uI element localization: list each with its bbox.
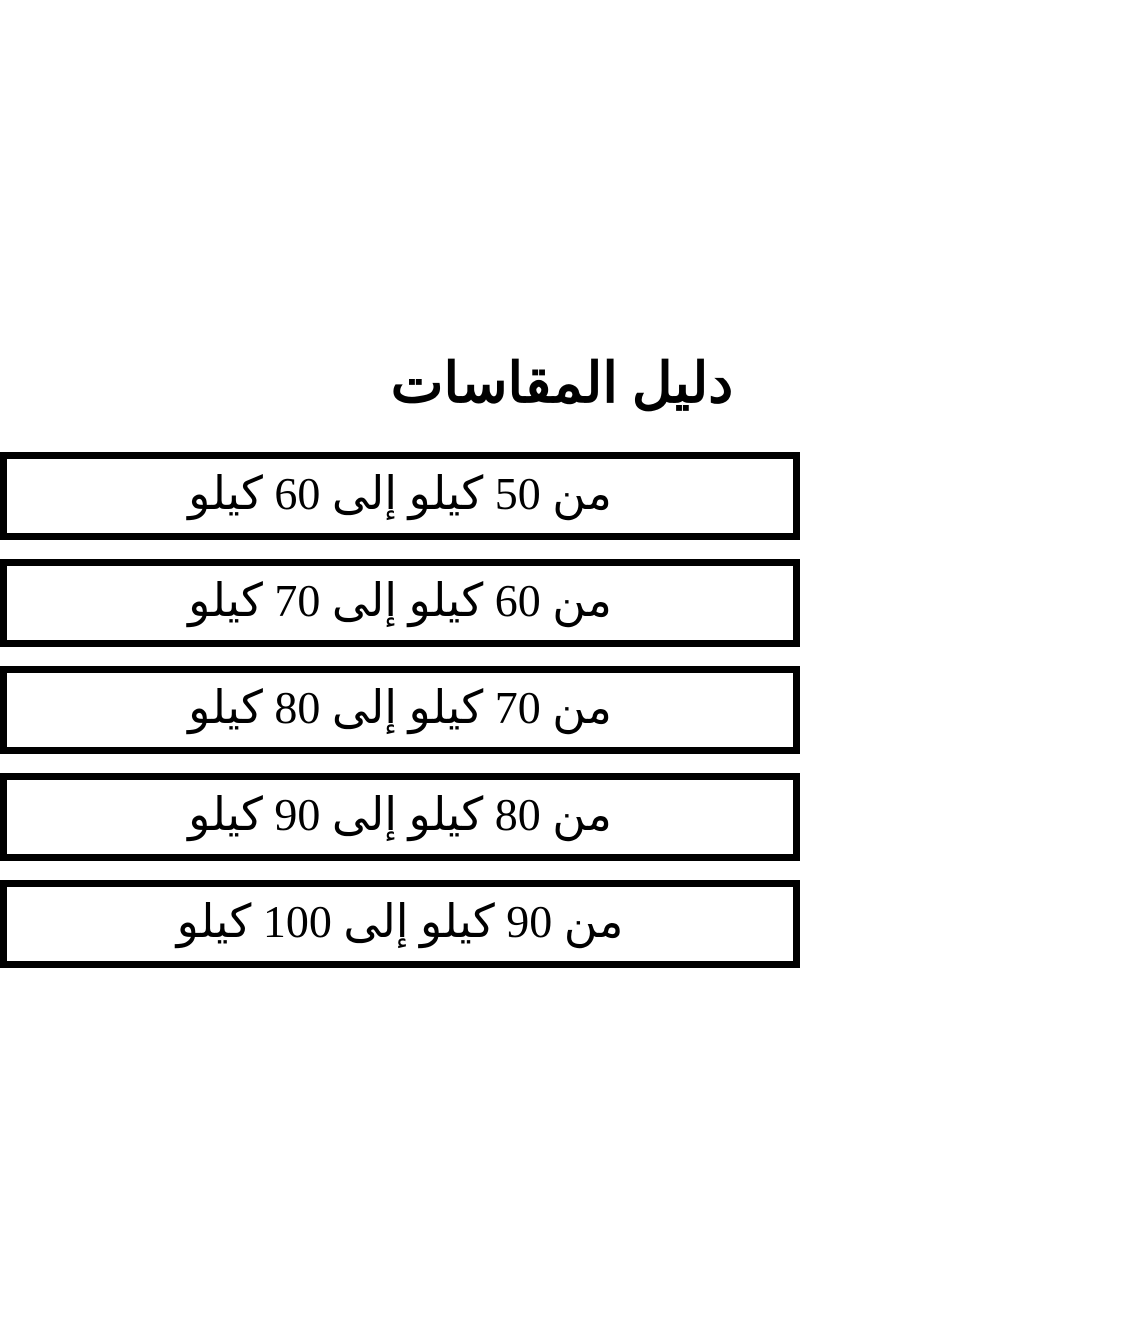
weight-range-label: من 70 كيلو إلى 80 كيلو: [188, 681, 612, 733]
table-row: [0, 773, 1124, 861]
weight-range-cell: [0, 452, 800, 540]
weight-range-cell: [0, 666, 800, 754]
weight-range-cell: [0, 880, 800, 968]
weight-range-label: من 50 كيلو إلى 60 كيلو: [188, 467, 612, 519]
table-row: [0, 880, 1124, 968]
weight-range-cell: [0, 559, 800, 647]
page-title: دليل المقاسات: [390, 353, 734, 415]
weight-range-label: من 80 كيلو إلى 90 كيلو: [188, 788, 612, 840]
weight-range-label: من 60 كيلو إلى 70 كيلو: [188, 574, 612, 626]
table-row: [0, 559, 1124, 647]
table-row: [0, 666, 1124, 754]
weight-range-cell: [0, 773, 800, 861]
table-row: [0, 452, 1124, 540]
weight-range-label: من 90 كيلو إلى 100 كيلو: [176, 895, 624, 947]
size-table: [0, 452, 1124, 987]
